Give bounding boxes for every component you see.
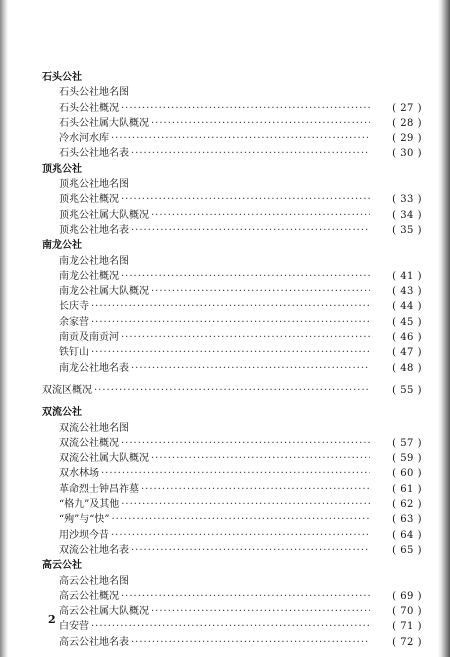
toc-page-number: ( 61 ) — [392, 483, 422, 495]
toc-item — [42, 361, 422, 376]
toc-item — [42, 254, 422, 269]
toc-item-title: 顶兆公社属大队概况 — [59, 209, 149, 221]
toc-item-title: 双水林场 — [59, 468, 99, 480]
toc-page-number: ( 29 ) — [392, 133, 422, 145]
leader-dots — [131, 543, 370, 558]
toc-item-title: 南龙公社地名图 — [59, 255, 129, 267]
toc-page-number: ( 63 ) — [392, 514, 422, 526]
toc-item-title: 高云公社地名表 — [59, 636, 129, 648]
toc-item-title: 余家营 — [59, 316, 89, 328]
toc-item-title: 石头公社概况 — [59, 102, 119, 114]
toc-item — [42, 284, 422, 299]
toc-page-number: ( 69 ) — [392, 590, 422, 602]
toc-page-number: ( 55 ) — [392, 384, 422, 396]
leader-dots — [131, 635, 370, 650]
toc-page-number: ( 27 ) — [392, 102, 422, 114]
toc-page-number: ( 65 ) — [392, 544, 422, 556]
toc-item — [42, 451, 422, 466]
leader-dots — [121, 192, 370, 207]
toc-item — [42, 497, 422, 512]
toc-page-number: ( 57 ) — [392, 437, 422, 449]
toc-item-title: 冷水河水库 — [59, 133, 109, 145]
leader-dots — [91, 345, 370, 360]
leader-dots — [91, 619, 370, 634]
toc-page-number: ( 72 ) — [392, 636, 422, 648]
toc-item-title: “殉”与“快” — [59, 514, 110, 526]
leader-dots — [101, 466, 370, 481]
section-heading: 高云公社 — [42, 560, 82, 572]
leader-dots — [121, 589, 370, 604]
toc-item — [42, 330, 422, 345]
leader-dots — [121, 101, 370, 116]
toc-item — [42, 589, 422, 604]
toc-item — [42, 192, 422, 207]
leader-dots — [94, 383, 370, 398]
section-heading: 石头公社 — [42, 72, 82, 83]
leader-dots — [151, 604, 370, 619]
toc-item — [42, 208, 422, 223]
toc-item — [42, 315, 422, 330]
toc-item — [42, 528, 422, 543]
toc-page-number: ( 64 ) — [392, 529, 422, 541]
toc-item-title: 南龙公社地名表 — [59, 362, 129, 374]
table-of-contents — [42, 70, 422, 650]
toc-item-title: 白安营 — [59, 621, 89, 633]
toc-item — [42, 635, 422, 650]
toc-item — [42, 466, 422, 481]
page-number: 2 — [48, 613, 56, 626]
section-heading: 南龙公社 — [42, 240, 82, 252]
toc-item — [42, 482, 422, 497]
toc-page-number: ( 59 ) — [392, 453, 422, 465]
toc-item-title: 南龙公社属大队概况 — [59, 286, 149, 298]
toc-item — [42, 299, 422, 314]
leader-dots — [131, 361, 370, 376]
toc-page-number: ( 34 ) — [392, 209, 422, 221]
toc-item — [42, 116, 422, 131]
leader-dots — [111, 131, 370, 146]
leader-dots — [121, 436, 370, 451]
toc-item-title: 南龙公社概况 — [59, 270, 119, 282]
toc-item-title: 双流公社概况 — [59, 437, 119, 449]
page-edge-shadow-left — [0, 0, 8, 657]
toc-item-title: 革命烈士钟昌祚墓 — [59, 483, 139, 495]
toc-item-title: 双流公社属大队概况 — [59, 453, 149, 465]
toc-item-title: 石头公社地名图 — [59, 87, 129, 99]
toc-item — [42, 85, 422, 100]
toc-entry — [42, 383, 422, 398]
toc-item — [42, 269, 422, 284]
toc-item-title: 高云公社地名图 — [59, 575, 129, 587]
toc-item — [42, 512, 422, 527]
toc-item — [42, 177, 422, 192]
toc-item-title: 双流公社地名图 — [59, 422, 129, 434]
leader-dots — [111, 528, 370, 543]
toc-page-number: ( 43 ) — [392, 286, 422, 298]
toc-item — [42, 223, 422, 238]
toc-item-title: 铁钉山 — [59, 347, 89, 359]
leader-dots — [131, 146, 370, 161]
section-heading: 双流公社 — [42, 407, 82, 419]
toc-item — [42, 345, 422, 360]
toc-page-number: ( 30 ) — [392, 148, 422, 160]
toc-page-number: ( 41 ) — [392, 270, 422, 282]
toc-page-number: ( 33 ) — [392, 194, 422, 206]
leader-dots — [91, 315, 370, 330]
toc-item — [42, 543, 422, 558]
toc-item — [42, 146, 422, 161]
toc-item-title: 长庆寺 — [59, 301, 89, 313]
page-edge-shadow-right — [438, 0, 450, 657]
toc-item-title: 用沙坝今昔 — [59, 529, 109, 541]
leader-dots — [121, 269, 370, 284]
toc-item-title: 双流公社地名表 — [59, 544, 129, 556]
toc-item — [42, 619, 422, 634]
toc-page-number: ( 44 ) — [392, 301, 422, 313]
toc-item — [42, 131, 422, 146]
toc-item — [42, 436, 422, 451]
toc-item — [42, 421, 422, 436]
toc-item-title: 高云公社属大队概况 — [59, 606, 149, 618]
leader-dots — [91, 299, 370, 314]
toc-item — [42, 574, 422, 589]
leader-dots — [121, 497, 370, 512]
toc-item-title: 高云公社概况 — [59, 590, 119, 602]
toc-page-number: ( 46 ) — [392, 332, 422, 344]
toc-item — [42, 604, 422, 619]
toc-item — [42, 101, 422, 116]
leader-dots — [141, 482, 370, 497]
toc-page-number: ( 45 ) — [392, 316, 422, 328]
toc-page-number: ( 47 ) — [392, 347, 422, 359]
toc-item-title: “格九”及其他 — [59, 499, 120, 511]
section-heading: 顶兆公社 — [42, 163, 82, 175]
toc-page-number: ( 62 ) — [392, 499, 422, 511]
toc-entry-title: 双流区概况 — [42, 384, 92, 396]
toc-page-number: ( 48 ) — [392, 362, 422, 374]
toc-item-title: 石头公社属大队概况 — [59, 117, 149, 129]
leader-dots — [151, 208, 370, 223]
toc-page-number: ( 60 ) — [392, 468, 422, 480]
leader-dots — [121, 330, 370, 345]
toc-page-number: ( 71 ) — [392, 621, 422, 633]
leader-dots — [151, 451, 370, 466]
leader-dots — [131, 223, 370, 238]
leader-dots — [151, 284, 370, 299]
leader-dots — [111, 512, 370, 527]
toc-item-title: 顶兆公社地名图 — [59, 179, 129, 191]
toc-item-title: 石头公社地名表 — [59, 148, 129, 160]
toc-item-title: 南贡及南贡河 — [59, 332, 119, 344]
toc-page-number: ( 70 ) — [392, 606, 422, 618]
toc-item-title: 顶兆公社概况 — [59, 194, 119, 206]
toc-page-number: ( 28 ) — [392, 117, 422, 129]
toc-page-number: ( 35 ) — [392, 224, 422, 236]
leader-dots — [151, 116, 370, 131]
toc-item-title: 顶兆公社地名表 — [59, 224, 129, 236]
